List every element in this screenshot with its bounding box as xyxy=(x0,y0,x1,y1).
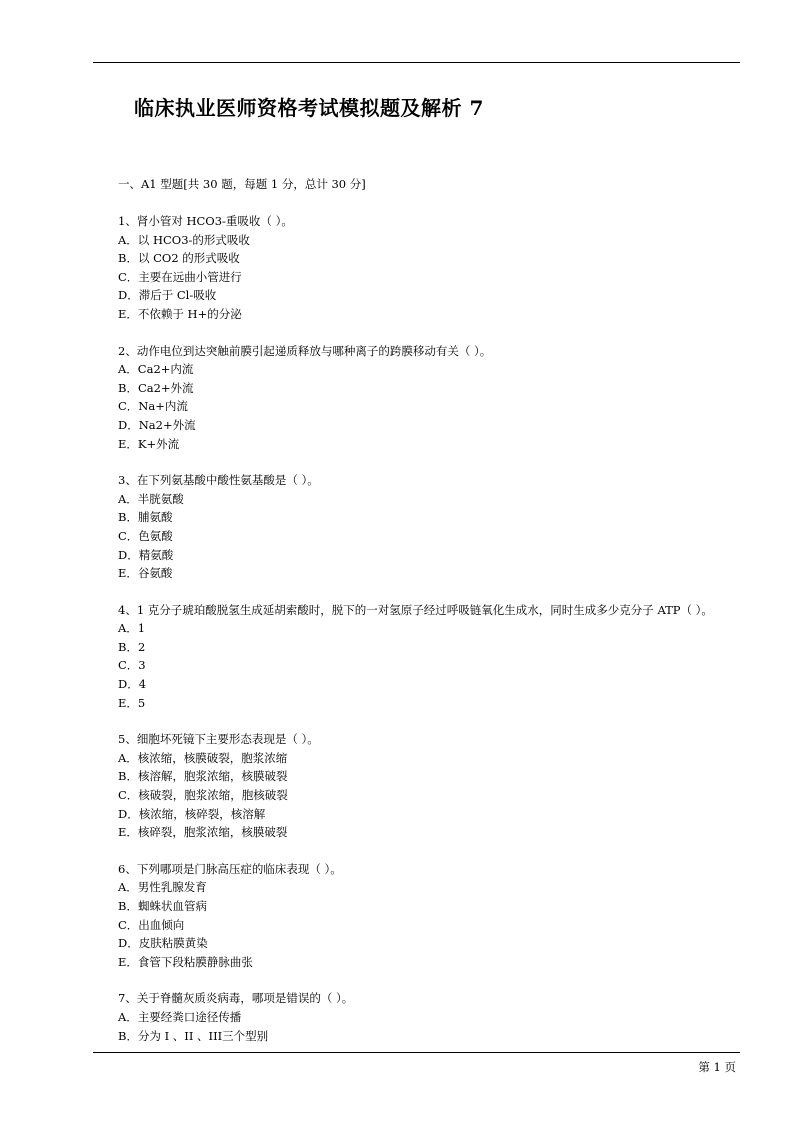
answer-option: D．核浓缩，核碎裂，核溶解 xyxy=(118,806,266,821)
page-number: 第 1 页 xyxy=(698,1060,736,1074)
answer-option: B．Ca2+外流 xyxy=(118,380,194,395)
document-title: 临床执业医师资格考试模拟题及解析 7 xyxy=(134,96,484,120)
question-stem: 4、1 克分子琥珀酸脱氢生成延胡索酸时，脱下的一对氢原子经过呼吸链氧化生成水，同时生成多少克分子 ATP（ ）。 xyxy=(118,602,713,617)
question-stem: 3、在下列氨基酸中酸性氨基酸是（ ）。 xyxy=(118,473,319,488)
section-heading: 一、A1 型题[共 30 题，每题 1 分，总计 30 分] xyxy=(118,177,366,191)
answer-option: A．男性乳腺发育 xyxy=(118,880,207,895)
question-block xyxy=(118,730,748,842)
question-block xyxy=(118,471,748,583)
answer-option: C．出血倾向 xyxy=(118,917,185,932)
question-block xyxy=(118,212,748,324)
answer-option: C．主要在远曲小管进行 xyxy=(118,269,242,284)
answer-option: E．K+外流 xyxy=(118,436,180,451)
answer-option: D．滞后于 Cl-吸收 xyxy=(118,288,217,303)
answer-option: E．不依赖于 H+的分泌 xyxy=(118,306,242,321)
answer-option: B．2 xyxy=(118,639,146,654)
answer-option: E．食管下段粘膜静脉曲张 xyxy=(118,954,253,969)
answer-option: B．核溶解，胞浆浓缩，核膜破裂 xyxy=(118,769,288,784)
answer-option: E．谷氨酸 xyxy=(118,566,173,581)
question-block xyxy=(118,860,748,972)
answer-option: C．3 xyxy=(118,658,146,673)
question-stem: 2、动作电位到达突触前膜引起递质释放与哪种离子的跨膜移动有关（ ）。 xyxy=(118,343,492,358)
answer-option: D．精氨酸 xyxy=(118,547,174,562)
question-stem: 1、肾小管对 HCO3-重吸收（ ）。 xyxy=(118,214,293,228)
question-block xyxy=(118,989,748,1045)
answer-option: C．Na+内流 xyxy=(118,399,188,414)
answer-option: B．以 CO2 的形式吸收 xyxy=(118,251,240,266)
footer-rule xyxy=(93,1052,740,1053)
question-stem: 7、关于脊髓灰质炎病毒，哪项是错误的（ ）。 xyxy=(118,991,354,1006)
answer-option: D．4 xyxy=(118,677,147,692)
answer-option: A．Ca2+内流 xyxy=(118,362,194,377)
question-stem: 6、下列哪项是门脉高压症的临床表现（ ）。 xyxy=(118,861,342,876)
answer-option: E．核碎裂，胞浆浓缩，核膜破裂 xyxy=(118,825,288,840)
answer-option: B．蜘蛛状血管病 xyxy=(118,899,207,913)
header-rule xyxy=(93,62,740,63)
answer-option: B．脯氨酸 xyxy=(118,510,173,525)
answer-option: A．半胱氨酸 xyxy=(118,491,184,506)
answer-option: A．主要经粪口途径传播 xyxy=(118,1009,242,1024)
question-list xyxy=(118,212,748,1063)
answer-option: A．核浓缩，核膜破裂，胞浆浓缩 xyxy=(118,750,288,765)
answer-option: C．核破裂，胞浆浓缩，胞核破裂 xyxy=(118,788,288,803)
answer-option: D．皮肤粘膜黄染 xyxy=(118,936,208,951)
answer-option: C．色氨酸 xyxy=(118,528,173,543)
answer-option: A．1 xyxy=(118,621,146,636)
question-block xyxy=(118,601,748,713)
question-stem: 5、细胞坏死镜下主要形态表现是（ ）。 xyxy=(118,732,319,747)
answer-option: A．以 HCO3-的形式吸收 xyxy=(118,232,250,247)
answer-option: B．分为 I 、II 、III三个型别 xyxy=(118,1028,269,1043)
question-block xyxy=(118,342,748,454)
answer-option: E．5 xyxy=(118,695,146,710)
answer-option: D．Na2+外流 xyxy=(118,417,196,432)
